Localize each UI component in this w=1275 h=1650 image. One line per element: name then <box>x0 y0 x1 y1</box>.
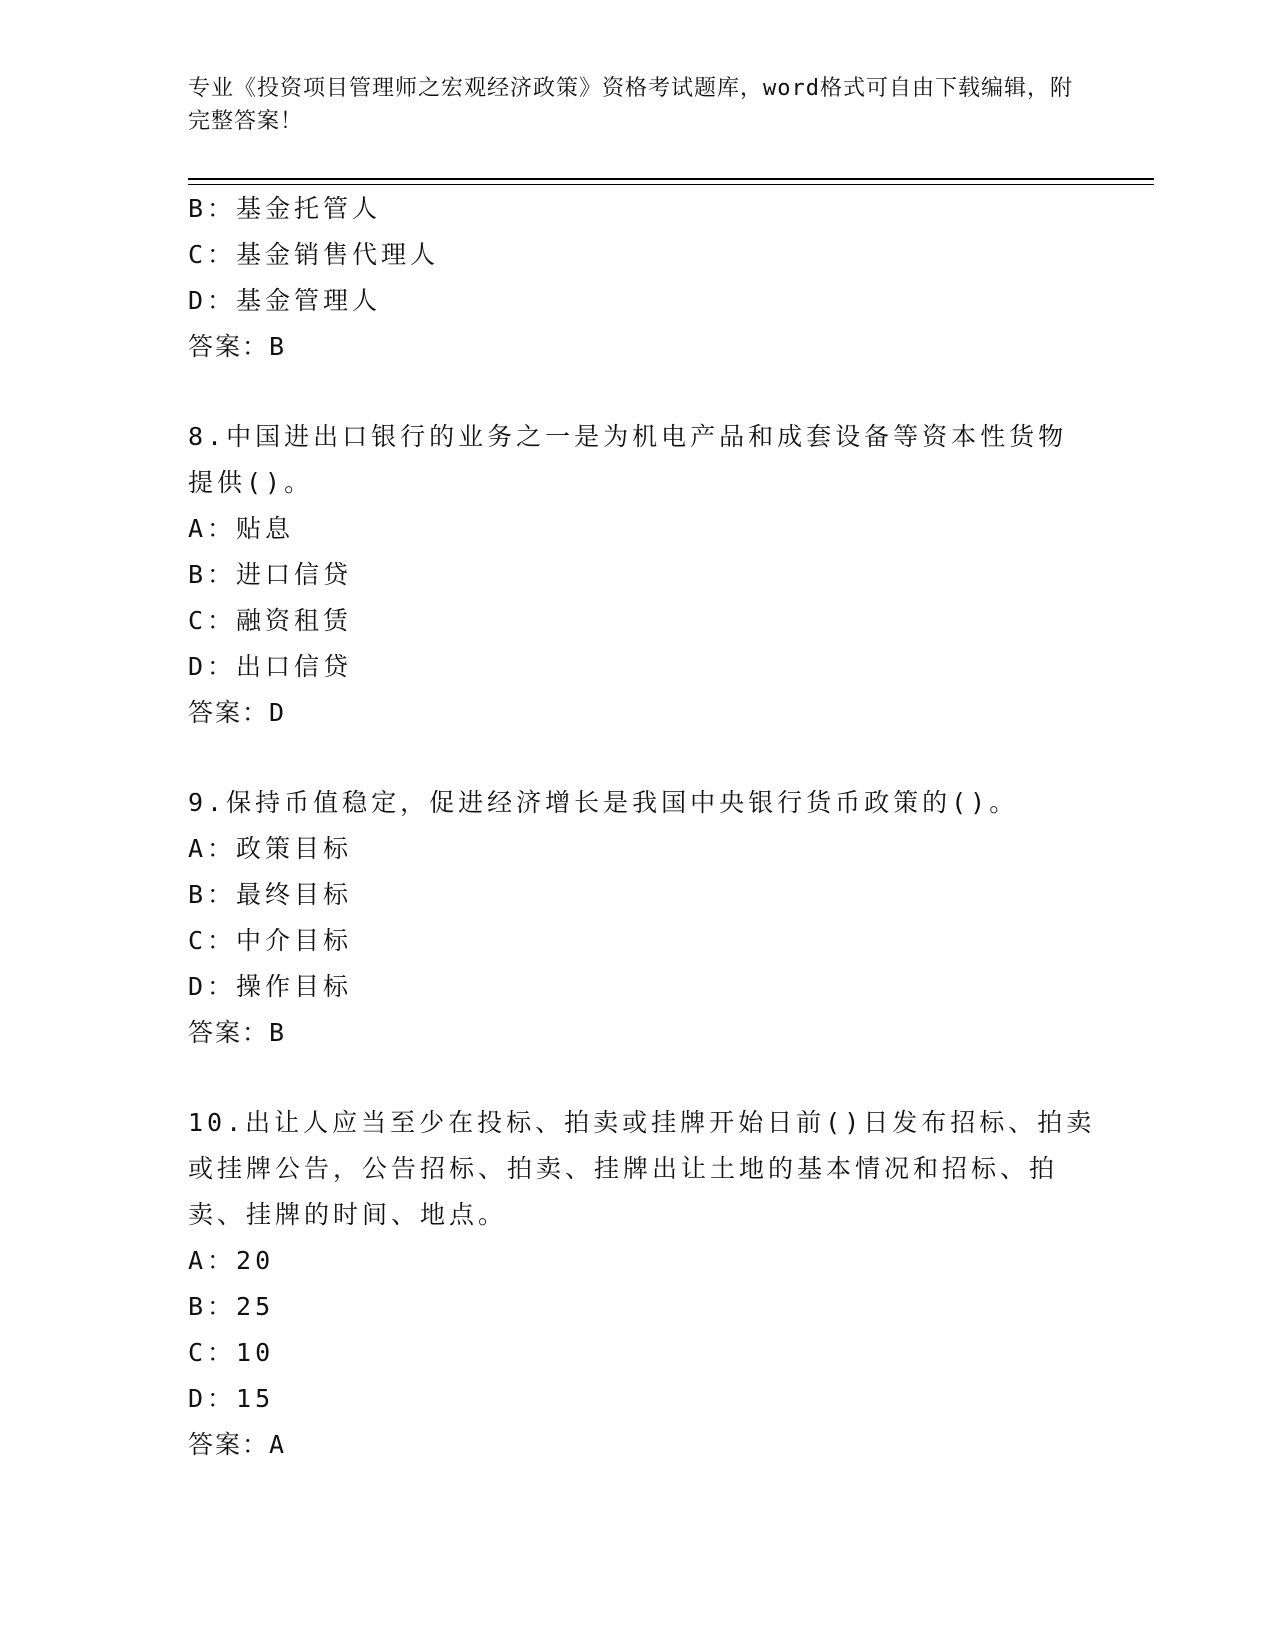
question-text-line: 或挂牌公告，公告招标、拍卖、挂牌出让土地的基本情况和招标、拍 <box>188 1154 1059 1183</box>
header-divider-thin <box>188 184 1154 185</box>
answer: 答案：D <box>188 698 287 727</box>
option-b: B：最终目标 <box>188 880 353 909</box>
option-a: A：贴息 <box>188 514 295 543</box>
option-d: D：出口信贷 <box>188 652 353 681</box>
spacer <box>188 1056 1088 1100</box>
answer: 答案：A <box>188 1430 287 1459</box>
question-list <box>188 186 1096 1468</box>
answer: 答案：B <box>188 332 287 361</box>
option-d: D：基金管理人 <box>188 286 382 315</box>
option-c: C：10 <box>188 1338 275 1367</box>
option-b: B：进口信贷 <box>188 560 353 589</box>
question-9 <box>188 780 1088 1056</box>
question-text-line: 卖、挂牌的时间、地点。 <box>188 1200 508 1229</box>
option-b: B：25 <box>188 1292 275 1321</box>
spacer <box>188 370 1088 414</box>
header-divider <box>188 178 1154 180</box>
spacer <box>188 736 1088 780</box>
question-text-line: 提供()。 <box>188 468 314 497</box>
option-a: A：20 <box>188 1246 275 1275</box>
option-c: C：基金销售代理人 <box>188 240 440 269</box>
option-d: D：操作目标 <box>188 972 353 1001</box>
header-title: 专业《投资项目管理师之宏观经济政策》资格考试题库，word格式可自由下载编辑，附完整答案！ <box>188 76 1073 134</box>
option-c: C：中介目标 <box>188 926 353 955</box>
option-a: A：政策目标 <box>188 834 353 863</box>
question-10 <box>188 1100 1096 1468</box>
option-b: B：基金托管人 <box>188 194 382 223</box>
question-text-line: 8.中国进出口银行的业务之一是为机电产品和成套设备等资本性货物 <box>188 422 1068 451</box>
answer: 答案：B <box>188 1018 287 1047</box>
question-text-line: 9.保持币值稳定，促进经济增长是我国中央银行货币政策的()。 <box>188 788 1019 817</box>
question-8 <box>188 414 1088 736</box>
question-text-line: 10.出让人应当至少在投标、拍卖或挂牌开始日前()日发布招标、拍卖 <box>188 1108 1096 1137</box>
question-7 <box>188 186 1088 370</box>
option-c: C：融资租赁 <box>188 606 353 635</box>
option-d: D：15 <box>188 1384 275 1413</box>
